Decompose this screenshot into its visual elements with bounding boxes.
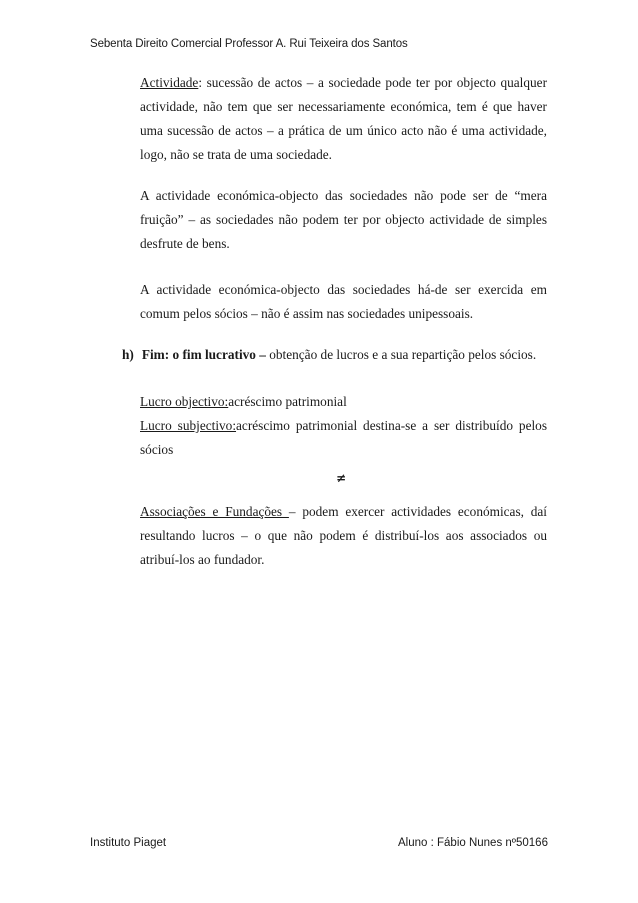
section-heading-h [122, 343, 552, 367]
paragraph-actividade [140, 71, 547, 167]
lucro-objectivo-term: Lucro objectivo: [140, 394, 229, 409]
lucro-subjectivo-text: acréscimo patrimonial destina-se a ser distribuído pelos sócios [140, 418, 547, 457]
footer-institution: Instituto Piaget [90, 837, 167, 849]
term-actividade: Actividade [140, 75, 199, 90]
paragraph-mera-fruicao: A actividade económica-objecto das sociedades não pode ser de “mera fruição” – as sociedades não podem ter por objecto actividade de simples desfrute de bens. [140, 188, 547, 251]
lucro-objectivo-text: acréscimo patrimonial [228, 394, 347, 409]
term-associacoes: Associações e Fundações [140, 504, 289, 519]
paragraph-associacoes [140, 500, 547, 572]
footer-student: Aluno : Fábio Nunes nº50166 [398, 837, 548, 849]
lucro-subjectivo-term: Lucro subjectivo: [140, 418, 237, 433]
page-header: Sebenta Direito Comercial Professor A. Rui Teixeira dos Santos [90, 38, 408, 50]
lucro-objectivo [140, 390, 547, 414]
associacoes-text: – podem exercer actividades económicas, daí resultando lucros – o que não podem é distribuí-los aos associados ou atribuí-los ao fundador. [140, 504, 548, 567]
not-equal-symbol: ≠ [336, 471, 347, 485]
actividade-text: : sucessão de actos – a sociedade pode ter por objecto qualquer actividade, não tem que ser necessariamente económica, tem é que haver uma sucessão de actos – a prática de um único acto não é uma actividade, logo, não se trata de uma sociedade. [140, 75, 547, 162]
paragraph-comum: A actividade económica-objecto das sociedades há-de ser exercida em comum pelos sócios – não é assim nas sociedades unipessoais. [140, 282, 547, 321]
section-label: h) [122, 347, 134, 362]
section-text: obtenção de lucros e a sua repartição pelos sócios. [265, 347, 537, 362]
lucro-definitions [140, 390, 547, 462]
lucro-subjectivo [140, 414, 547, 462]
section-title: Fim: o fim lucrativo – [141, 347, 266, 362]
